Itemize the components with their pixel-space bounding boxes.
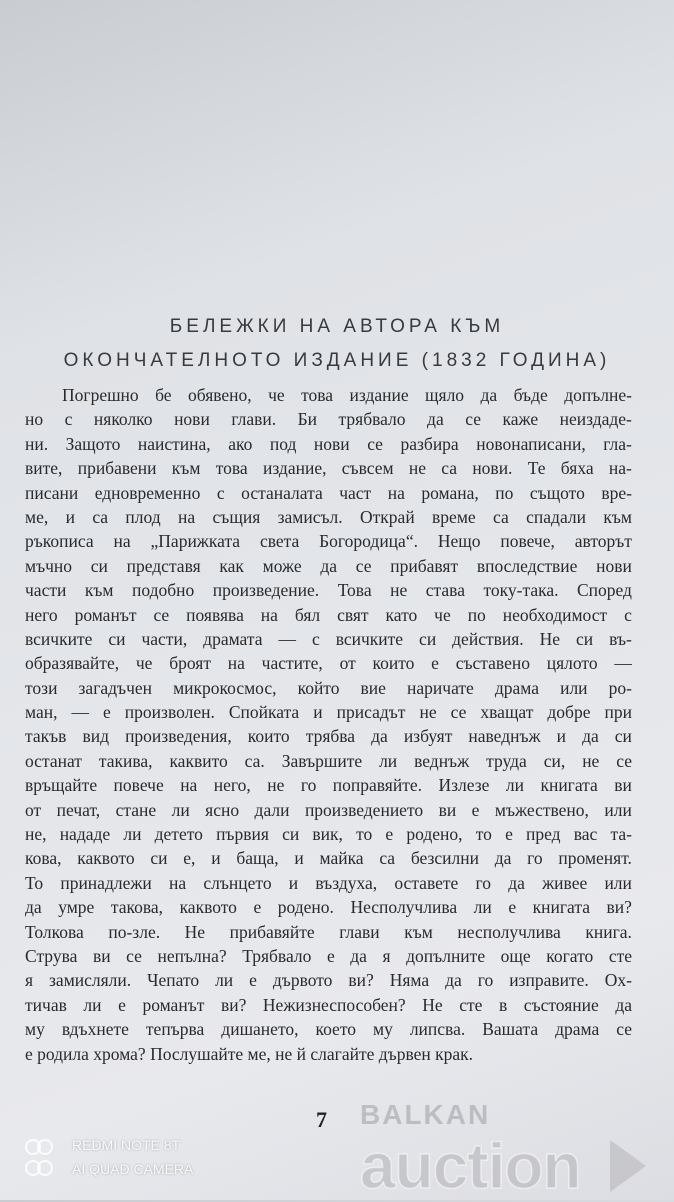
text-line: му вдъхнете тепърва дишането, което му липсва. Вашата драма се — [25, 1019, 632, 1040]
text-line: части към подобно произведение. Това не става току-така. Според — [25, 580, 632, 601]
text-line: Погрешно бе обявено, че това издание щяло да бъде допълне- — [62, 385, 632, 405]
text-line: този загадъчен микрокосмос, който вие наричате драма или ро- — [25, 677, 632, 698]
text-line: връщайте повече на него, не го поправяйте. Излезе ли книгата ви — [25, 775, 632, 796]
text-line: писани едновременно с останалата част на романа, по същото вре- — [25, 482, 632, 503]
text-line: То принадлежи на слънцето и въздуха, оставете го да живее или — [25, 872, 632, 893]
body-paragraph — [25, 383, 632, 1066]
chapter-heading-line-2: ОКОНЧАТЕЛНОТО ИЗДАНИЕ (1832 ГОДИНА) — [63, 350, 611, 371]
camera-lens-icon — [24, 1136, 54, 1180]
text-line: я замисляли. Чепато ли е дървото ви? Няма да го изправите. Ох- — [25, 970, 632, 991]
text-line: образявайте, че броят на частите, от които е съставено цялото — — [25, 653, 632, 674]
balkan-watermark: BALKAN — [360, 1099, 491, 1130]
text-line: вите, прибавени към това издание, съвсем не са нови. Те бяха на- — [25, 458, 632, 479]
text-line: кова, каквото си е, и баща, и майка са безсилни да го променят. — [25, 848, 632, 869]
text-line: но с няколко нови глави. Би трябвало да се каже неиздаде- — [25, 409, 632, 430]
auction-watermark: auction — [360, 1130, 581, 1202]
text-line: Струва ви се непълна? Трябвало е да я допълните още когато сте — [25, 945, 632, 966]
text-line: ме, и са плод на същия замисъл. Открай време са спадали към — [25, 506, 632, 527]
text-line: останат такива, каквито са. Завършите ли веднъж труда си, не се — [25, 750, 632, 771]
text-line: ман, — е произволен. Спойката и присадът не се хващат добре при — [25, 702, 632, 723]
text-line: да умре такова, каквото е родено. Несполучлива ли е книгата ви? — [25, 897, 632, 918]
text-line-content: е родила хрома? Послушайте ме, не й слагайте дървен крак. — [25, 1043, 474, 1064]
camera-model: REDMI NOTE 8T — [72, 1137, 181, 1153]
text-line: такъв вид произведения, които трябва да избуят наведнъж и да си — [25, 726, 632, 747]
chapter-heading-line-1: БЕЛЕЖКИ НА АВТОРА КЪМ — [169, 316, 505, 337]
play-triangle-watermark-icon — [610, 1140, 646, 1192]
text-line: ни. Защото наистина, ако под нови се разбира новонаписани, гла- — [25, 433, 632, 454]
text-line: не, нададе ли детето първия си вик, то е родено, то е пред вас та- — [25, 824, 632, 845]
text-line: Толкова по-зле. Не прибавяйте глави към несполучлива книга. — [25, 921, 632, 942]
camera-label: AI QUAD CAMERA — [72, 1161, 194, 1177]
text-line: ръкописа на „Парижката света Богородица“. Нещо повече, авторът — [25, 531, 632, 552]
text-line: него романът се появява на бял свят като че по необходимост с — [25, 604, 632, 625]
text-line — [25, 1042, 632, 1066]
text-line: тичав ли е романът ви? Нежизнеспособен? Не сте в състояние да — [25, 994, 632, 1015]
text-line: от печат, стане ли ясно дали произведението ви е мъжествено, или — [25, 799, 632, 820]
page-number: 7 — [316, 1107, 327, 1132]
text-line: мъчно си представя как може да се прибавят впоследствие нови — [25, 555, 632, 576]
text-line: всичките си части, драмата — с всичките си действия. Не си въ- — [25, 628, 632, 649]
camera-watermark — [72, 1133, 193, 1181]
